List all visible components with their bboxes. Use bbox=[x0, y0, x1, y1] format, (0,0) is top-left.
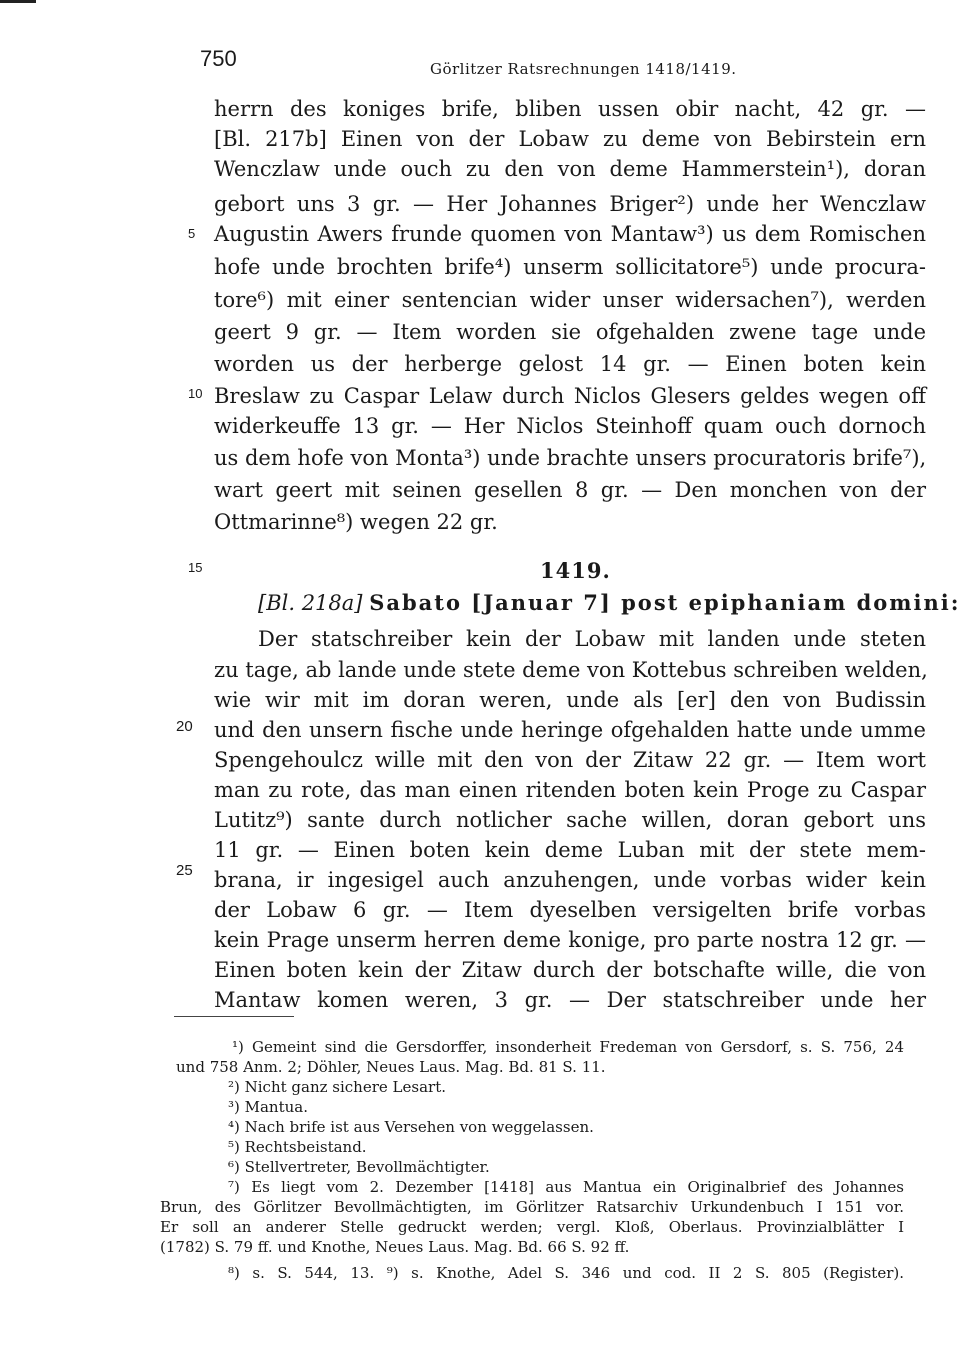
body-line: kein Prage unserm herren deme konige, pro parte nostra 12 gr. — bbox=[214, 928, 926, 952]
body-line: Der statschreiber kein der Lobaw mit landen unde steten bbox=[258, 627, 926, 651]
section-heading bbox=[258, 590, 960, 615]
footnote-line: Brun, des Görlitzer Bevollmächtigten, im Görlitzer Ratsarchiv Urkundenbuch I 151 vor. bbox=[160, 1198, 904, 1216]
body-line: tore⁶) mit einer sentencian wider unser widersachen⁷), werden bbox=[214, 288, 926, 312]
body-line: Mantaw komen weren, 3 gr. — Der statschreiber unde her bbox=[214, 988, 926, 1012]
body-line: man zu rote, das man einen ritenden boten kein Proge zu Caspar bbox=[214, 778, 926, 802]
body-line: Ottmarinne⁸) wegen 22 gr. bbox=[214, 510, 498, 534]
body-line: brana, ir ingesigel auch anzuhengen, unde vorbas wider kein bbox=[214, 868, 926, 892]
page-number: 750 bbox=[200, 46, 237, 71]
line-number: 20 bbox=[176, 718, 193, 735]
body-line: worden us der herberge gelost 14 gr. — Einen boten kein bbox=[214, 352, 926, 376]
body-line: gebort uns 3 gr. — Her Johannes Briger²) unde her Wenczlaw bbox=[214, 192, 926, 216]
body-line: us dem hofe von Monta³) unde brachte unsers procuratoris brife⁷), bbox=[214, 446, 927, 470]
folio-reference: [Bl. 218a] bbox=[258, 591, 363, 615]
body-line: Spengehoulcz wille mit den von der Zitaw 22 gr. — Item wort bbox=[214, 748, 926, 772]
body-line: geert 9 gr. — Item worden sie ofgehalden zwene tage unde bbox=[214, 320, 926, 344]
corner-rule bbox=[0, 0, 36, 3]
body-line: herrn des koniges brife, bliben ussen obir nacht, 42 gr. — bbox=[214, 97, 926, 121]
body-line: Wenczlaw unde ouch zu den von deme Hammerstein¹), doran bbox=[214, 157, 926, 181]
footnote-line: und 758 Anm. 2; Döhler, Neues Laus. Mag. Bd. 81 S. 11. bbox=[176, 1058, 606, 1076]
line-number: 15 bbox=[188, 560, 203, 575]
body-line: Einen boten kein der Zitaw durch der botschafte wille, die von bbox=[214, 958, 926, 982]
footnote-line: ⁸) s. S. 544, 13. ⁹) s. Knothe, Adel S. 346 und cod. II 2 S. 805 (Register). bbox=[228, 1264, 904, 1282]
footnote-line: ⁷) Es liegt vom 2. Dezember [1418] aus Mantua ein Originalbrief des Johannes bbox=[228, 1178, 904, 1196]
body-line: Augustin Awers frunde quomen von Mantaw³) us dem Romischen bbox=[214, 222, 926, 246]
footnote-line: Er soll an anderer Stelle gedruckt werden; vergl. Kloß, Oberlaus. Provinzialblätter I bbox=[160, 1218, 904, 1236]
body-line: wie wir mit im doran weren, unde als [er] den von Budissin bbox=[214, 688, 926, 712]
body-line: [Bl. 217b] Einen von der Lobaw zu deme von Bebirstein ern bbox=[214, 127, 926, 151]
footnote-rule bbox=[174, 1016, 294, 1017]
body-line: der Lobaw 6 gr. — Item dyeselben versigelten brife vorbas bbox=[214, 898, 926, 922]
running-head: Görlitzer Ratsrechnungen 1418/1419. bbox=[430, 60, 737, 78]
body-line: Breslaw zu Caspar Lelaw durch Niclos Glesers geldes wegen off bbox=[214, 384, 926, 408]
year-heading: 1419. bbox=[540, 558, 611, 583]
footnote-line: ⁶) Stellvertreter, Bevollmächtigter. bbox=[228, 1158, 490, 1176]
line-number: 5 bbox=[188, 226, 196, 241]
footnote-line: ²) Nicht ganz sichere Lesart. bbox=[228, 1078, 446, 1096]
body-line: 11 gr. — Einen boten kein deme Luban mit der stete mem- bbox=[214, 838, 926, 862]
footnote-line: ³) Mantua. bbox=[228, 1098, 308, 1116]
date-heading: Sabato [Januar 7] post epiphaniam domini: bbox=[369, 590, 960, 615]
footnote-line: ¹) Gemeint sind die Gersdorffer, insonderheit Fredeman von Gersdorf, s. S. 756, 24 bbox=[232, 1038, 904, 1056]
footnote-line: ⁴) Nach brife ist aus Versehen von weggelassen. bbox=[228, 1118, 594, 1136]
body-line: hofe unde brochten brife⁴) unserm sollicitatore⁵) unde procura- bbox=[214, 255, 926, 279]
body-line: Lutitz⁹) sante durch notlicher sache willen, doran gebort uns bbox=[214, 808, 926, 832]
footnote-line: (1782) S. 79 ff. und Knothe, Neues Laus. Mag. Bd. 66 S. 92 ff. bbox=[160, 1238, 630, 1256]
footnote-line: ⁵) Rechtsbeistand. bbox=[228, 1138, 367, 1156]
line-number: 10 bbox=[188, 386, 203, 401]
body-line: wart geert mit seinen gesellen 8 gr. — Den monchen von der bbox=[214, 478, 926, 502]
body-line: zu tage, ab lande unde stete deme von Kottebus schreiben welden, bbox=[214, 658, 928, 682]
body-line: und den unsern fische unde heringe ofgehalden hatte unde umme bbox=[214, 718, 926, 742]
line-number: 25 bbox=[176, 862, 193, 879]
body-line: widerkeuffe 13 gr. — Her Niclos Steinhoff quam ouch dornoch bbox=[214, 414, 926, 438]
